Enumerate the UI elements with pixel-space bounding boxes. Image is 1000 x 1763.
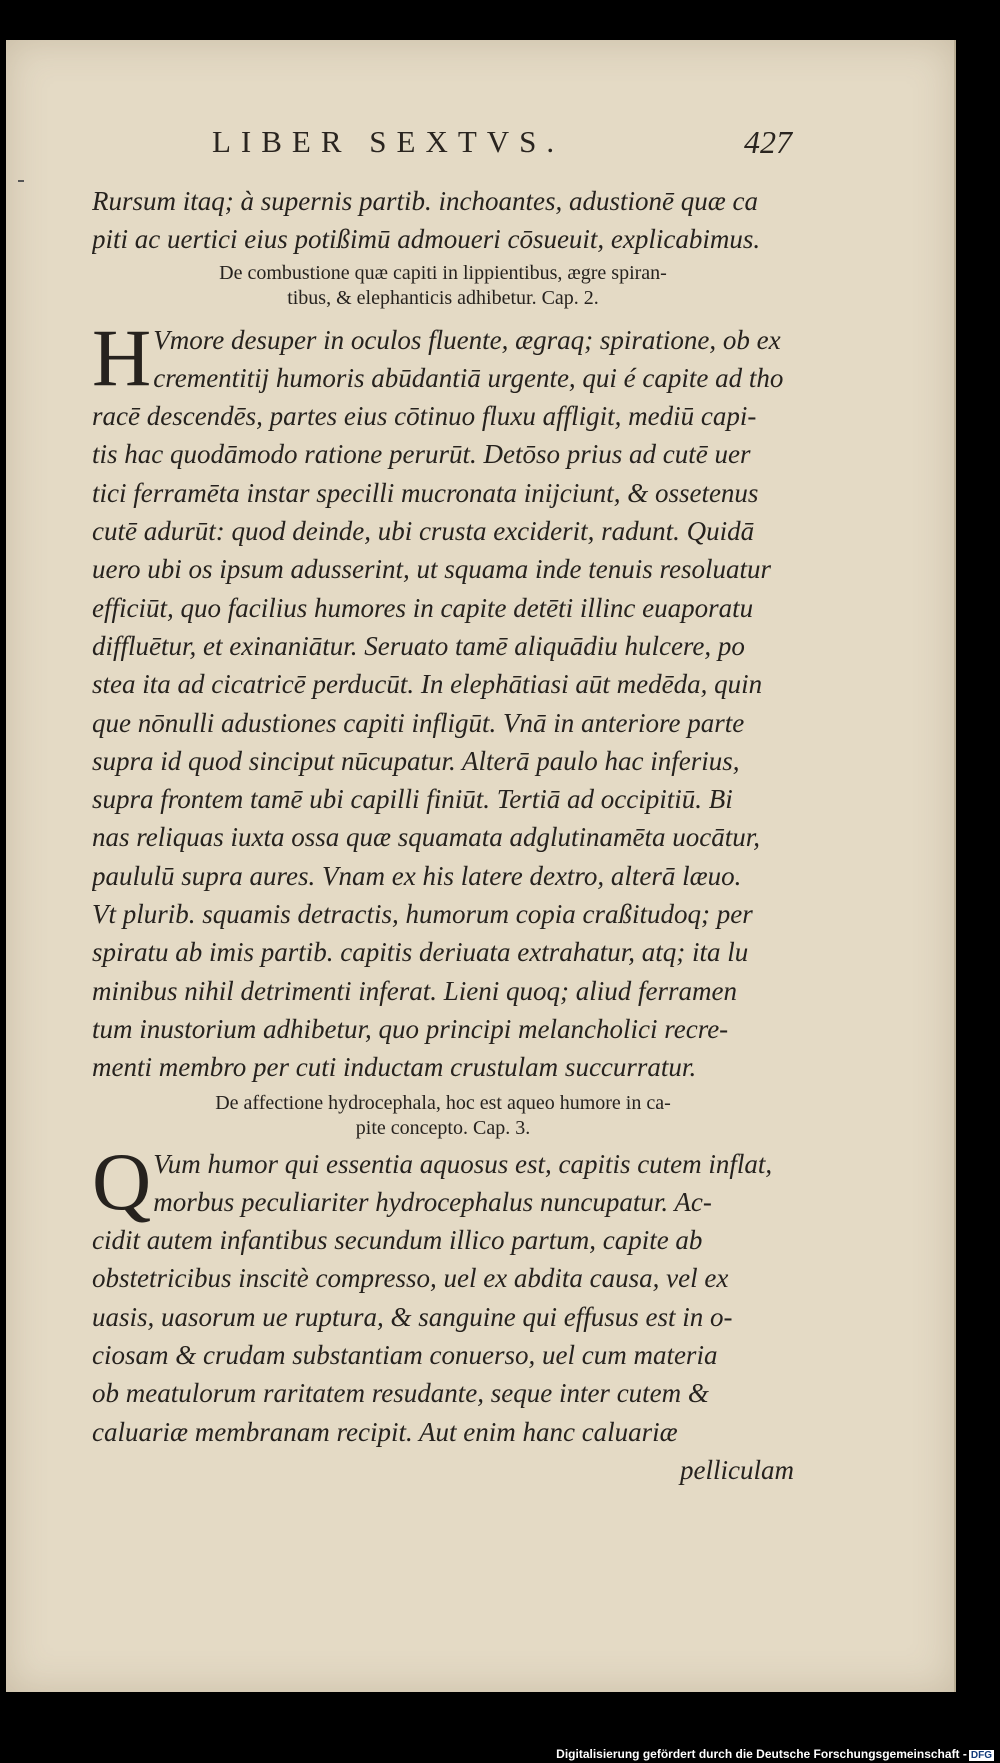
- text-line: racē descendēs, partes eius cōtinuo fluxu affligit, mediū capi-: [92, 401, 757, 432]
- running-title: LIBER SEXTVS.: [212, 124, 565, 159]
- text-line: cidit autem infantibus secundum illico partum, capite ab: [92, 1225, 703, 1256]
- text-line: tum inustorium adhibetur, quo principi melancholici recre-: [92, 1013, 729, 1044]
- page-number: 427: [744, 124, 792, 160]
- intro-line: Rursum itaq; à supernis partib. inchoantes, adustionē quæ ca: [92, 186, 758, 216]
- text-line: nas reliquas iuxta ossa quæ squamata adglutinamēta uocātur,: [92, 822, 761, 853]
- digitization-credit: [556, 1747, 994, 1761]
- text-line: tici ferramēta instar specilli mucronata inijciunt, & ossetenus: [92, 477, 759, 508]
- catchword: pelliculam: [680, 1454, 794, 1485]
- drop-cap: Q: [92, 1135, 152, 1227]
- chapter-2-heading: [92, 261, 794, 311]
- book-page: [6, 40, 956, 1692]
- body-text: [92, 182, 794, 1489]
- text-line: supra id quod sinciput nūcupatur. Alterā paulo hac inferius,: [92, 745, 740, 776]
- text-line: Vmore desuper in oculos fluente, ægraq; spiratione, ob ex: [153, 324, 781, 355]
- text-line: minibus nihil detrimenti inferat. Lieni quoq; aliud ferramen: [92, 975, 737, 1006]
- text-line: ciosam & crudam substantiam conuerso, uel cum materia: [92, 1340, 718, 1371]
- text-line: paululū supra aures. Vnam ex his latere dextro, alterā læuo.: [92, 860, 742, 891]
- dfg-logo: DFG: [970, 1750, 992, 1761]
- text-line: uero ubi os ipsum adusserint, ut squama inde tenuis resoluatur: [92, 554, 772, 585]
- chapter-3-heading: [92, 1091, 794, 1141]
- text-line: crementitij humoris abūdantiā urgente, qui é capite ad tho: [153, 362, 784, 393]
- chapter-heading-line: De affectione hydrocephala, hoc est aqueo humore in ca-: [215, 1091, 671, 1114]
- text-line: menti membro per cuti inductam crustulam succurratur.: [92, 1052, 697, 1083]
- chapter-2-body: [92, 311, 794, 1087]
- margin-mark: [18, 180, 24, 182]
- chapter-heading-line: De combustione quæ capiti in lippientibus, ægre spiran-: [219, 261, 667, 284]
- text-line: Vt plurib. squamis detractis, humorum copia craßitudoq; per: [92, 899, 753, 930]
- text-line: tis hac quodāmodo ratione perurūt. Detōso prius ad cutē uer: [92, 439, 751, 470]
- page-header: [92, 124, 792, 172]
- text-line: ob meatulorum raritatem resudante, seque inter cutem &: [92, 1378, 709, 1409]
- text-line: spiratu ab imis partib. capitis deriuata extrahatur, atq; ita lu: [92, 937, 749, 968]
- text-line: Vum humor qui essentia aquosus est, capitis cutem inflat,: [153, 1148, 773, 1179]
- chapter-3-body: [92, 1135, 794, 1490]
- text-line: obstetricibus inscitè compresso, uel ex abdita causa, vel ex: [92, 1263, 729, 1294]
- text-line: cutē adurūt: quod deinde, ubi crusta exciderit, radunt. Quidā: [92, 516, 755, 547]
- text-line: que nōnulli adustiones capiti infligūt. Vnā in anteriore parte: [92, 707, 745, 738]
- text-line: uasis, uasorum ue ruptura, & sanguine qui effusus est in o-: [92, 1301, 733, 1332]
- text-line: efficiūt, quo facilius humores in capite detēti illinc euaporatu: [92, 592, 754, 623]
- intro-line: piti ac uertici eius potißimū admoueri cōsueuit, explicabimus.: [92, 224, 761, 255]
- text-line: caluariæ membranam recipit. Aut enim hanc caluariæ: [92, 1416, 678, 1447]
- text-line: stea ita ad cicatricē perducūt. In elephātiasi aūt medēda, quin: [92, 669, 763, 700]
- chapter-heading-line: tibus, & elephanticis adhibetur. Cap. 2.: [287, 286, 599, 309]
- credit-text: Digitalisierung gefördert durch die Deutsche Forschungsgemeinschaft -: [556, 1747, 967, 1761]
- text-line: diffluētur, et exinaniātur. Seruato tamē aliquādiu hulcere, po: [92, 630, 745, 661]
- chapter-heading-line: pite concepto. Cap. 3.: [355, 1116, 531, 1139]
- drop-cap: H: [92, 311, 152, 403]
- text-line: supra frontem tamē ubi capilli finiūt. Tertiā ad occipitiū. Bi: [92, 784, 733, 815]
- text-line: morbus peculiariter hydrocephalus nuncupatur. Ac-: [153, 1186, 712, 1217]
